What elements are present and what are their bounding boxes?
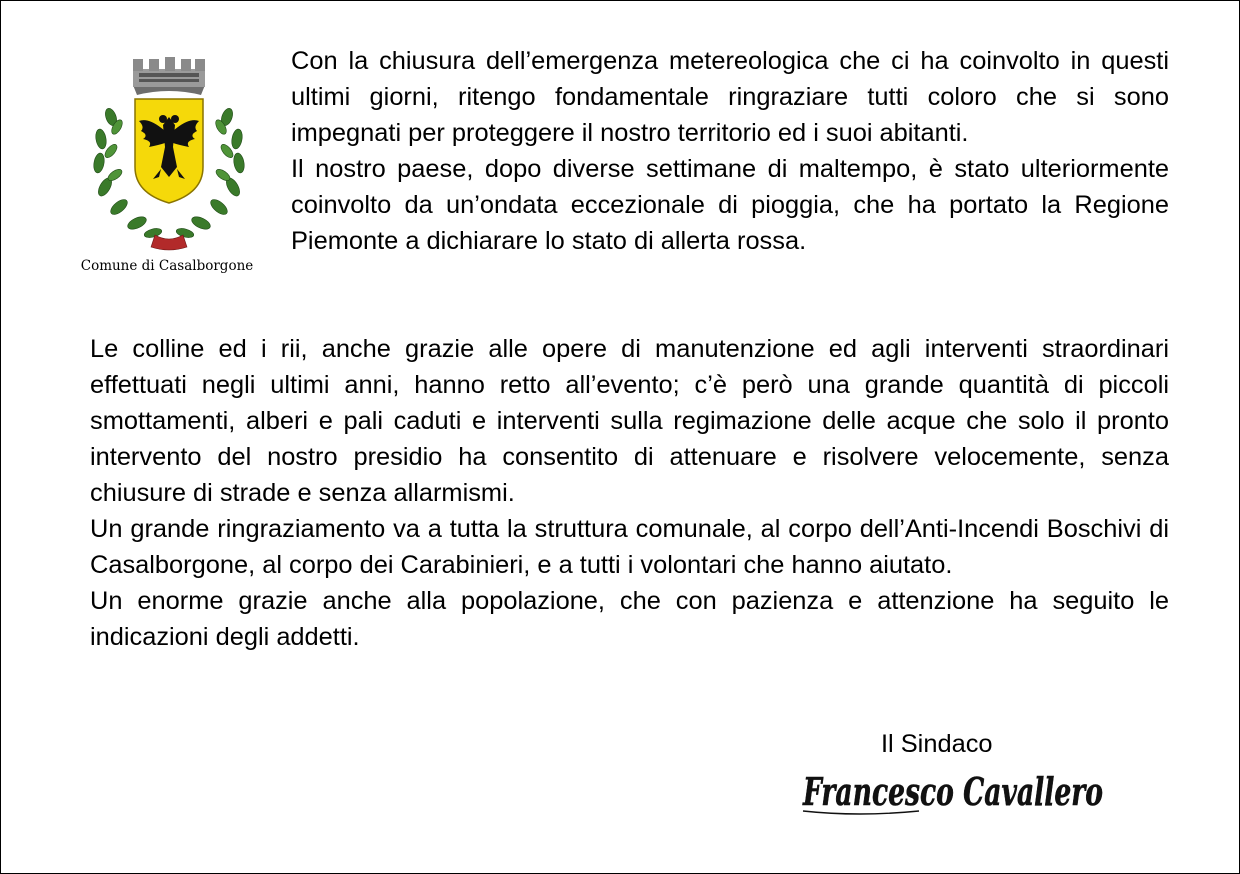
letter-body <box>90 331 1169 655</box>
crown-icon <box>133 57 205 95</box>
handwritten-signature <box>799 761 1119 821</box>
coat-of-arms-icon <box>89 47 249 253</box>
letter-intro <box>291 43 1169 259</box>
paragraph-1: Con la chiusura dell’emergenza metereologica che ci ha coinvolto in questi ultimi giorni, ritengo fondamentale ringraziare tutti coloro che si sono impegnati per proteggere il nostro territorio ed i suoi abitanti. <box>291 47 1169 147</box>
crest-caption: Comune di Casalborgone <box>80 258 254 274</box>
signature-title: Il Sindaco <box>881 730 993 758</box>
paragraph-5: Un enorme grazie anche alla popolazione, che con pazienza e attenzione ha seguito le indicazioni degli addetti. <box>90 587 1169 651</box>
svg-text:Francesco Cavallero: Francesco Cavallero <box>802 769 1103 814</box>
paragraph-4: Un grande ringraziamento va a tutta la struttura comunale, al corpo dell’Anti-Incendi Boschivi di Casalborgone, al corpo dei Carabinieri, e a tutti i volontari che hanno aiutato. <box>90 515 1169 579</box>
ribbon-icon <box>151 235 187 250</box>
paragraph-2: Il nostro paese, dopo diverse settimane di maltempo, è stato ulteriormente coinvolto da un’ondata eccezionale di pioggia, che ha portato la Regione Piemonte a dichiarare lo stato di allerta rossa. <box>291 155 1169 255</box>
paragraph-3: Le colline ed i rii, anche grazie alle opere di manutenzione ed agli interventi straordinari effettuati negli ultimi anni, hanno retto all’evento; c’è però una grande quantità di piccoli smottamenti, alberi e pali caduti e interventi sulla regimazione delle acque che solo il pronto intervento del nostro presidio ha consentito di attenuare e risolvere velocemente, senza chiusure di strade e senza allarmismi. <box>90 335 1169 507</box>
